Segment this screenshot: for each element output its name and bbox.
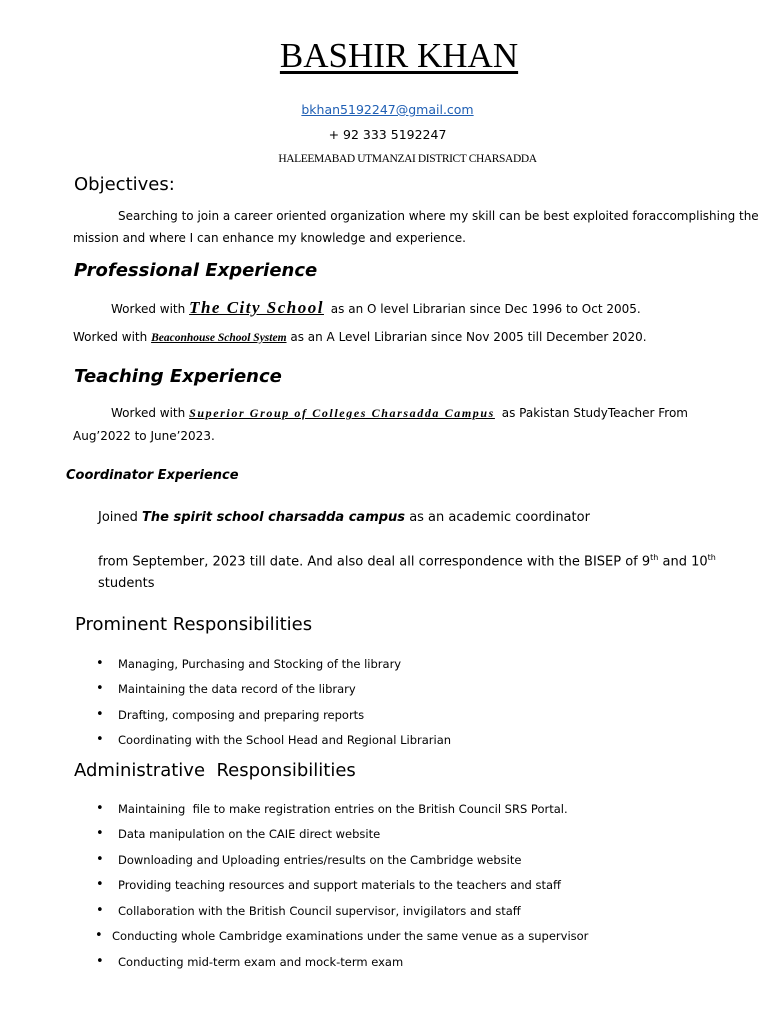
- bullet-icon: •: [96, 826, 104, 841]
- bullet-icon: •: [96, 801, 104, 816]
- bullet-icon: •: [96, 954, 104, 969]
- bullet-icon: •: [96, 903, 104, 918]
- professional-item-1-suffix: as an O level Librarian since Dec 1996 to Oct 2005.: [330, 302, 641, 316]
- spirit-school-name: The spirit school charsadda campus: [142, 510, 406, 525]
- professional-experience-heading: Professional Experience: [74, 260, 318, 281]
- professional-item-1: [111, 298, 641, 318]
- objectives-line-1: Searching to join a career oriented organization where my skill can be best exploited foraccomplishing the: [118, 209, 759, 223]
- city-school-name: The City School: [189, 298, 324, 317]
- superscript-th-1: th: [650, 553, 659, 562]
- teaching-prefix: Worked with: [111, 406, 186, 420]
- teaching-item: [111, 406, 688, 421]
- address: HALEEMABAD UTMANZAI DISTRICT CHARSADDA: [278, 153, 537, 165]
- objectives-heading: Objectives:: [74, 174, 175, 195]
- professional-item-2: [73, 330, 647, 344]
- professional-item-2-suffix: as an A Level Librarian since Nov 2005 till December 2020.: [290, 330, 647, 344]
- bullet-icon: •: [96, 732, 104, 747]
- teaching-suffix: as Pakistan StudyTeacher From: [501, 406, 688, 420]
- bullet-icon: •: [96, 877, 104, 892]
- superior-college-name: Superior Group of Colleges Charsadda Campus: [189, 406, 495, 420]
- coordinator-duties-mid: and 10: [658, 554, 708, 570]
- superscript-th-2: th: [707, 553, 716, 562]
- prominent-responsibilities-heading: Prominent Responsibilities: [75, 614, 313, 635]
- coordinator-duties-text: from September, 2023 till date. And also deal all correspondence with the BISEP of 9: [98, 554, 651, 570]
- bullet-icon: •: [96, 656, 104, 671]
- coordinator-joined-prefix: Joined: [98, 510, 138, 525]
- objectives-line-2: mission and where I can enhance my knowledge and experience.: [73, 231, 466, 245]
- candidate-name: BASHIR KHAN: [279, 36, 519, 75]
- coordinator-joined-line: [98, 510, 590, 525]
- coordinator-duties-line: [98, 553, 716, 569]
- bullet-icon: •: [96, 707, 104, 722]
- administrative-responsibilities-heading: Administrative Responsibilities: [74, 760, 356, 781]
- coordinator-joined-suffix: as an academic coordinator: [409, 510, 590, 525]
- bullet-icon: •: [95, 928, 103, 943]
- teaching-experience-heading: Teaching Experience: [74, 366, 282, 387]
- bullet-icon: •: [96, 681, 104, 696]
- email-link[interactable]: bkhan5192247@gmail.com: [301, 102, 474, 117]
- professional-item-2-prefix: Worked with: [73, 330, 148, 344]
- coordinator-students-line: students: [98, 576, 155, 591]
- bullet-icon: •: [96, 852, 104, 867]
- beaconhouse-name: Beaconhouse School System: [151, 332, 287, 344]
- professional-item-1-prefix: Worked with: [111, 302, 186, 316]
- coordinator-experience-heading: Coordinator Experience: [66, 468, 239, 483]
- resume-page: BASHIR KHAN bkhan5192247@gmail.com + 92 333 5192247 HALEEMABAD UTMANZAI DISTRICT CHARSADDA Objectives: Searching to join a career oriented organization where my skill can be best exploited foraccomplishing the mission and where I can enhance my knowledge and experience. Professional Experience Worked with The City School as an O level Librarian since Dec 1996 to Oct 2005. Worked with Beaconhouse School System as an A Level Librarian since Nov 2005 till December 2020. Teaching Experience Worked with Superior Group of Colleges Charsadda Campus as Pakistan StudyTeacher From Aug’2022 to June’2023. Coordinator Experience Joined The spirit school charsadda campus as an academic coordinator from September, 2023 till date. And also deal all correspondence with the BISEP of 9th and 10th students Prominent Responsibilities • Managing, Purchasing and Stocking of the library • Maintaining the data record of the library • Drafting, composing and preparing reports • Coordinating with the School Head and Regional Librarian Administrative Responsibilities • Maintaining file to make registration entries on the British Council SRS Portal. • Data manipulation on the CAIE direct website • Downloading and Uploading entries/results on the Cambridge website • Providing teaching resources and support materials to the teachers and staff • Collaboration with the British Council supervisor, invigilators and staff • Conducting whole Cambridge examinations under the same venue as a supervisor • Conducting mid-term exam and mock-term exam: [0, 0, 768, 1024]
- phone-number: + 92 333 5192247: [328, 127, 447, 142]
- teaching-dates: Aug’2022 to June’2023.: [73, 429, 215, 443]
